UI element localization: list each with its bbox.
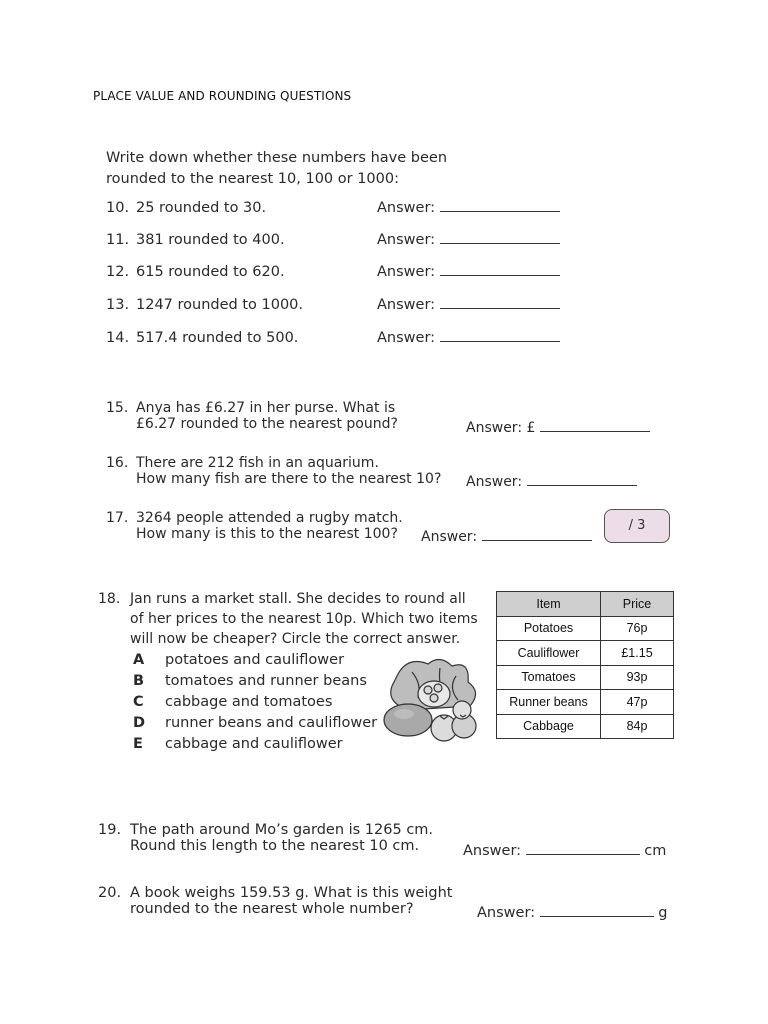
question-14 xyxy=(106,330,298,346)
answer-unit: cm xyxy=(644,843,667,859)
question-number: 10. xyxy=(106,200,130,216)
answer-16 xyxy=(466,474,637,490)
question-text: 517.4 rounded to 500. xyxy=(136,330,299,346)
answer-label: Answer: xyxy=(377,200,436,216)
answer-blank[interactable] xyxy=(440,264,560,276)
question-18 xyxy=(98,589,478,649)
answer-blank[interactable] xyxy=(440,330,560,342)
vegetables-illustration xyxy=(378,654,486,744)
answer-20 xyxy=(477,905,667,921)
answer-label: Answer: xyxy=(463,843,522,859)
page-title: PLACE VALUE AND ROUNDING QUESTIONS xyxy=(93,89,352,103)
item-cell: Potatoes xyxy=(497,616,601,641)
question-15 xyxy=(106,400,398,432)
question-text: 1247 rounded to 1000. xyxy=(136,297,304,313)
question-number: 18. xyxy=(98,591,121,607)
question-number: 20. xyxy=(98,885,122,901)
question-13 xyxy=(106,297,303,313)
instruction-line-2: rounded to the nearest 10, 100 or 1000: xyxy=(106,171,399,187)
answer-blank[interactable] xyxy=(440,232,560,244)
question-number: 16. xyxy=(106,455,129,471)
answer-14 xyxy=(377,330,560,346)
table-row xyxy=(497,714,674,739)
answer-label: Answer: £ xyxy=(466,420,536,436)
question-20 xyxy=(98,885,452,917)
item-cell: Cabbage xyxy=(497,714,601,739)
question-text-line-1: A book weighs 159.53 g. What is this weight xyxy=(130,885,453,901)
option-text: potatoes and cauliflower xyxy=(165,652,345,668)
question-text-line-2: How many is this to the nearest 100? xyxy=(136,526,398,542)
option-e[interactable] xyxy=(133,736,377,757)
answer-blank[interactable] xyxy=(540,420,650,432)
question-number: 15. xyxy=(106,400,129,416)
price-cell: £1.15 xyxy=(601,641,674,666)
option-text: cabbage and tomatoes xyxy=(165,694,333,710)
question-number: 11. xyxy=(106,232,130,248)
question-text-line-2: How many fish are there to the nearest 10? xyxy=(136,471,442,487)
question-text-line-1: There are 212 fish in an aquarium. xyxy=(136,455,379,471)
question-text-line-1: Jan runs a market stall. She decides to round all xyxy=(130,591,466,607)
answer-label: Answer: xyxy=(377,297,436,313)
item-cell: Runner beans xyxy=(497,690,601,715)
question-text: 25 rounded to 30. xyxy=(136,200,267,216)
question-number: 14. xyxy=(106,330,130,346)
answer-label: Answer: xyxy=(377,264,436,280)
option-a[interactable] xyxy=(133,652,377,673)
option-c[interactable] xyxy=(133,694,377,715)
answer-blank[interactable] xyxy=(440,200,560,212)
question-number: 12. xyxy=(106,264,130,280)
answer-blank[interactable] xyxy=(527,474,637,486)
answer-label: Answer: xyxy=(466,474,523,490)
column-header-item: Item xyxy=(497,592,601,617)
question-16 xyxy=(106,455,441,487)
answer-label: Answer: xyxy=(421,529,478,545)
option-letter: C xyxy=(133,694,144,710)
score-box: / 3 xyxy=(604,509,670,543)
answer-options xyxy=(133,652,377,757)
answer-10 xyxy=(377,200,560,216)
option-letter: A xyxy=(133,652,145,668)
question-text-line-2: of her prices to the nearest 10p. Which two items xyxy=(130,611,478,627)
price-cell: 76p xyxy=(601,616,674,641)
question-text-line-2: Round this length to the nearest 10 cm. xyxy=(130,838,420,854)
option-letter: E xyxy=(133,736,143,752)
item-cell: Cauliflower xyxy=(497,641,601,666)
price-cell: 93p xyxy=(601,665,674,690)
question-10 xyxy=(106,200,266,216)
answer-blank[interactable] xyxy=(440,297,560,309)
answer-blank[interactable] xyxy=(482,529,592,541)
price-cell: 47p xyxy=(601,690,674,715)
question-text-line-1: 3264 people attended a rugby match. xyxy=(136,510,403,526)
question-11 xyxy=(106,232,285,248)
item-cell: Tomatoes xyxy=(497,665,601,690)
answer-15 xyxy=(466,420,650,436)
answer-label: Answer: xyxy=(377,232,436,248)
question-text-line-1: The path around Mo’s garden is 1265 cm. xyxy=(130,822,434,838)
option-b[interactable] xyxy=(133,673,377,694)
answer-13 xyxy=(377,297,560,313)
column-header-price: Price xyxy=(601,592,674,617)
answer-blank[interactable] xyxy=(526,843,640,855)
table-row xyxy=(497,641,674,666)
question-text-line-3: will now be cheaper? Circle the correct answer. xyxy=(130,631,461,647)
question-12 xyxy=(106,264,285,280)
answer-12 xyxy=(377,264,560,280)
question-number: 17. xyxy=(106,510,129,526)
question-19 xyxy=(98,822,433,854)
answer-blank[interactable] xyxy=(540,905,654,917)
answer-11 xyxy=(377,232,560,248)
option-text: tomatoes and runner beans xyxy=(165,673,367,689)
option-text: cabbage and cauliflower xyxy=(165,736,343,752)
question-text: 381 rounded to 400. xyxy=(136,232,285,248)
price-table xyxy=(496,591,674,739)
question-text: 615 rounded to 620. xyxy=(136,264,285,280)
option-letter: D xyxy=(133,715,146,731)
answer-17 xyxy=(421,529,592,545)
answer-label: Answer: xyxy=(477,905,536,921)
table-row xyxy=(497,690,674,715)
option-text: runner beans and cauliflower xyxy=(165,715,378,731)
question-text-line-1: Anya has £6.27 in her purse. What is xyxy=(136,400,396,416)
instruction-line-1: Write down whether these numbers have been xyxy=(106,150,448,166)
question-number: 13. xyxy=(106,297,130,313)
answer-19 xyxy=(463,843,666,859)
price-cell: 84p xyxy=(601,714,674,739)
option-d[interactable] xyxy=(133,715,377,736)
table-header-row xyxy=(497,592,674,617)
question-text-line-2: £6.27 rounded to the nearest pound? xyxy=(136,416,398,432)
answer-unit: g xyxy=(658,905,668,921)
table-row xyxy=(497,616,674,641)
question-17 xyxy=(106,510,403,542)
answer-label: Answer: xyxy=(377,330,436,346)
option-letter: B xyxy=(133,673,145,689)
question-number: 19. xyxy=(98,822,122,838)
question-text-line-2: rounded to the nearest whole number? xyxy=(130,901,414,917)
table-row xyxy=(497,665,674,690)
